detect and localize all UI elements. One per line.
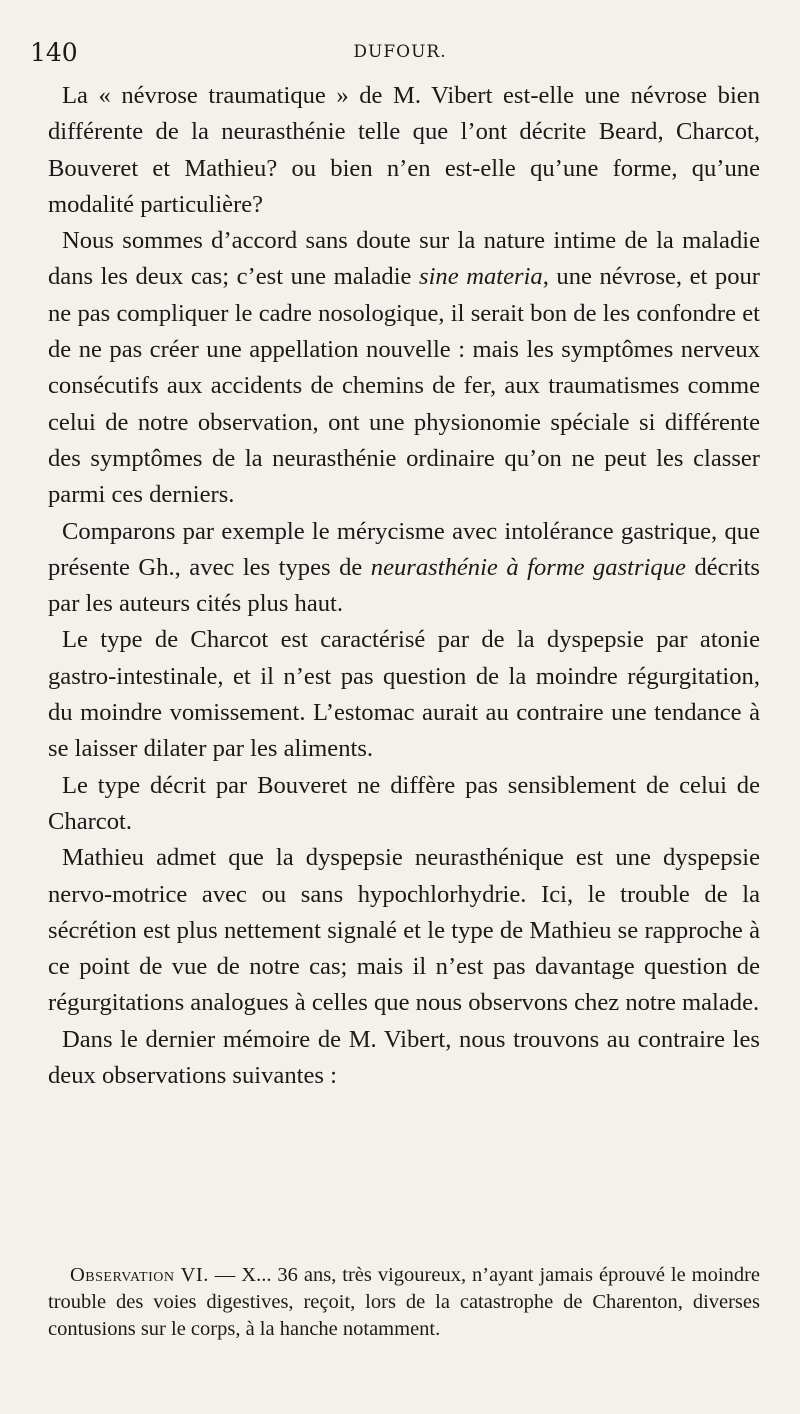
observation-paragraph — [48, 1262, 760, 1343]
paragraph — [48, 622, 760, 767]
paragraph — [48, 514, 760, 623]
paragraph-text: La « névrose traumatique » de M. Vibert est-elle une névrose bien différente de la neurasthénie telle que l’ont décrite Beard, Charcot, Bouveret et Mathieu? ou bien n’en est-elle qu’une forme, qu’une modalité particulière? — [48, 82, 760, 218]
observation-block — [48, 1262, 760, 1343]
paragraph-text: Nous sommes d’accord sans doute sur la nature intime de la maladie dans les deux cas; c’est une maladie — [48, 227, 760, 291]
paragraph — [48, 78, 760, 223]
paragraph — [48, 840, 760, 1021]
observation-label: Observation VI. — [70, 1264, 209, 1286]
paragraph-text: décrits par les auteurs cités plus haut. — [48, 553, 760, 618]
paragraph — [48, 768, 760, 841]
body-text — [48, 78, 760, 1094]
observation-text: — X... 36 ans, très vigoureux, n’ayant jamais éprouvé le moindre trouble des voies digestives, reçoit, lors de la catastrophe de Charenton, diverses contusions sur le corps, à la hanche notamment. — [48, 1264, 760, 1340]
paragraph — [48, 1022, 760, 1095]
paragraph-text: Comparons par exemple le mérycisme avec intolérance gastrique, que présente Gh., avec les types de — [48, 517, 760, 581]
paragraph-text: Le type décrit par Bouveret ne diffère pas sensiblement de celui de Charcot. — [48, 771, 760, 835]
paragraph-text: Dans le dernier mémoire de M. Vibert, nous trouvons au contraire les deux observations suivantes : — [48, 1025, 760, 1090]
paragraph — [48, 223, 760, 513]
page-header — [26, 38, 774, 68]
italic-phrase: neurasthénie à forme gastrique — [370, 553, 686, 581]
paragraph-text: Mathieu admet que la dyspepsie neurasthénique est une dyspepsie nervo-motrice avec ou sans hypochlorhydrie. Ici, le trouble de la sécrétion est plus nettement signalé et le type de Mathieu se rapproche à ce point de vue de notre cas; mais il n’est pas davantage question de régurgitations analogues à celles que nous observons chez notre malade. — [48, 844, 760, 1017]
paragraph-text: , une névrose, et pour ne pas compliquer le cadre nosologique, il serait bon de les confondre et de ne pas créer une appellation nouvelle : mais les symptômes nerveux consécutifs aux accidents de chemins de fer, aux traumatismes comme celui de notre observation, ont une physionomie spéciale si différente des symptômes de la neurasthénie ordinaire qu’on ne peut les classer parmi ces derniers. — [48, 263, 760, 509]
italic-phrase: sine materia — [419, 263, 543, 291]
paragraph-text: Le type de Charcot est caractérisé par de la dyspepsie par atonie gastro-intestinale, et il n’est pas question de la moindre régurgitation, du moindre vomissement. L’estomac aurait au contraire une tendance à se laisser dilater par les aliments. — [48, 626, 760, 763]
page-number: 140 — [30, 38, 78, 67]
running-head: DUFOUR. — [353, 42, 447, 62]
